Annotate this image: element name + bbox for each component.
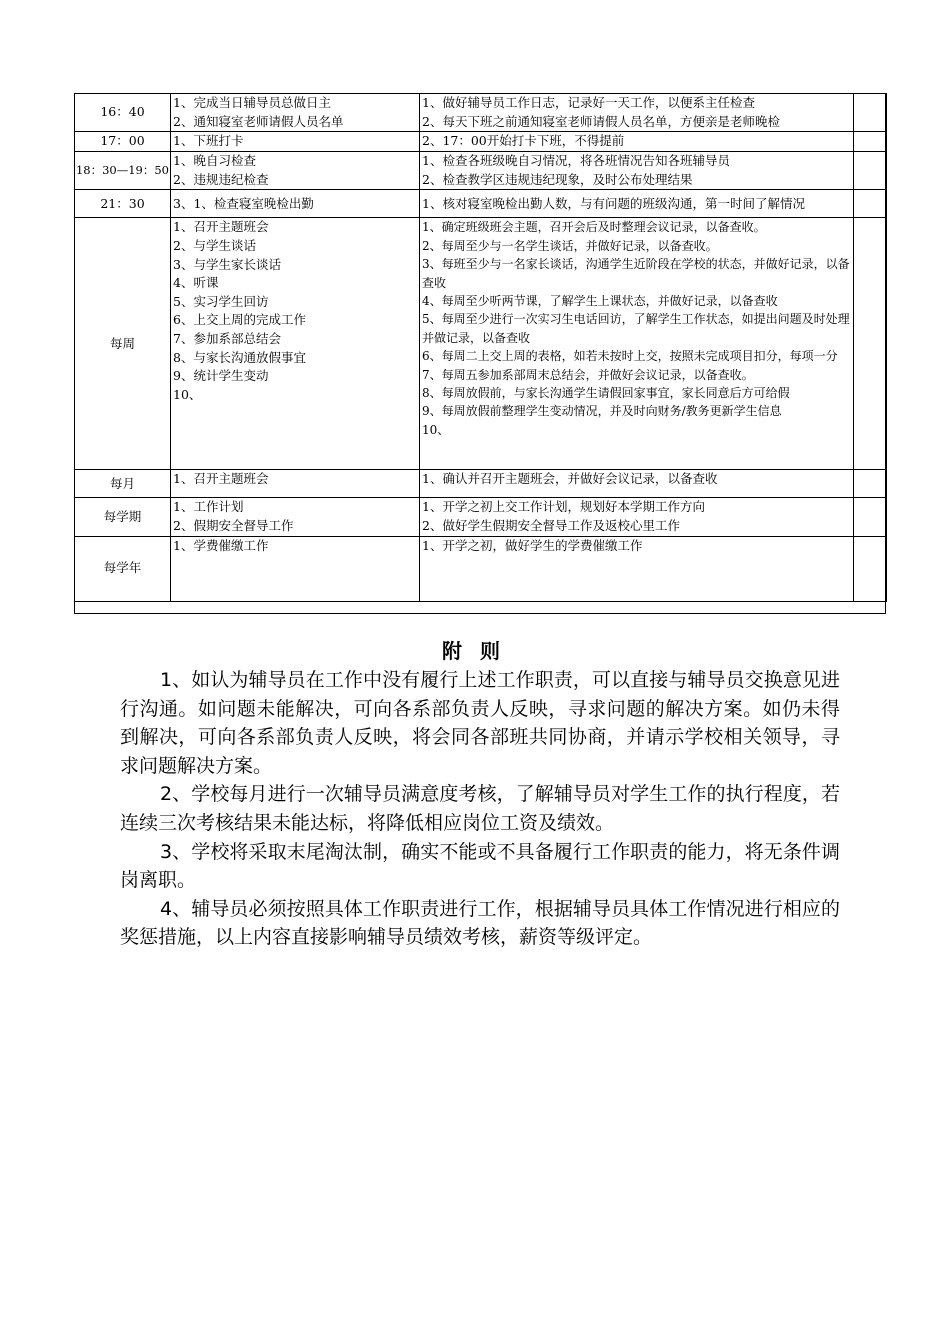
table-row <box>75 190 887 218</box>
detail-item: 7、每周五参加系部周末总结会，并做好会议记录，以备查收。 <box>422 367 754 382</box>
blank-cell <box>854 152 887 190</box>
detail-item: 1、核对寝室晚检出勤人数，与有问题的班级沟通，第一时间了解情况 <box>422 195 805 211</box>
detail-cell <box>420 94 854 132</box>
task-cell <box>171 190 420 218</box>
task-cell <box>171 152 420 190</box>
detail-item: 3、每班至少与一名家长谈话，沟通学生近阶段在学校的状态，并做好记录，以备查收 <box>422 257 850 290</box>
time-cell: 16：40 <box>75 94 171 132</box>
task-item: 2、与学生谈话 <box>173 237 256 253</box>
table-row <box>75 218 887 470</box>
time-cell: 每学期 <box>75 498 171 536</box>
task-cell <box>171 94 420 132</box>
detail-item: 2、做好学生假期安全督导工作及返校心里工作 <box>422 517 680 533</box>
detail-item: 1、检查各班级晚自习情况，将各班情况告知各班辅导员 <box>422 153 730 169</box>
task-item: 1、晚自习检查 <box>173 153 256 169</box>
blank-cell <box>854 536 887 601</box>
table-row <box>75 132 887 152</box>
task-item: 1、学费催缴工作 <box>173 537 269 553</box>
detail-cell <box>420 152 854 190</box>
detail-item: 8、每周放假前，与家长沟通学生请假回家事宜，家长同意后方可给假 <box>422 386 790 401</box>
table-row <box>75 152 887 190</box>
time-cell: 每周 <box>75 218 171 470</box>
detail-cell <box>420 470 854 498</box>
detail-cell <box>420 536 854 601</box>
time-cell: 每学年 <box>75 536 171 601</box>
task-cell <box>171 218 420 470</box>
blank-cell <box>854 190 887 218</box>
blank-cell <box>854 498 887 536</box>
task-item: 2、假期安全督导工作 <box>173 517 294 533</box>
time-cell: 17：00 <box>75 132 171 152</box>
appendix-title: 附则 <box>442 639 518 663</box>
detail-item: 2、每周至少与一名学生谈话，并做好记录，以备查收。 <box>422 238 718 253</box>
detail-cell <box>420 218 854 470</box>
detail-item: 4、每周至少听两节课，了解学生上课状态，并做好记录，以备查收 <box>422 294 778 308</box>
detail-item: 1、开学之初上交工作计划，规划好本学期工作方向 <box>422 499 705 515</box>
time-cell: 21：30 <box>75 190 171 218</box>
task-item: 1、召开主题班会 <box>173 471 269 487</box>
detail-item: 9、每周放假前整理学生变动情况，并及时向财务/教务更新学生信息 <box>422 404 782 419</box>
table-row <box>75 470 887 498</box>
task-item: 9、统计学生变动 <box>173 368 269 384</box>
detail-cell <box>420 132 854 152</box>
table-row <box>75 536 887 601</box>
task-cell <box>171 536 420 601</box>
appendix-paragraph: 2、学校每月进行一次辅导员满意度考核，了解辅导员对学生工作的执行程度，若连续三次考核结果未能达标，将降低相应岗位工资及绩效。 <box>120 783 840 834</box>
task-item: 1、下班打卡 <box>173 133 244 149</box>
task-cell <box>171 470 420 498</box>
task-item: 7、参加系部总结会 <box>173 330 281 346</box>
task-item: 2、违规违纪检查 <box>173 171 269 187</box>
blank-cell <box>854 470 887 498</box>
detail-item: 1、开学之初，做好学生的学费催缴工作 <box>422 537 643 553</box>
detail-item: 1、确定班级班会主题，召开会后及时整理会议记录，以备查收。 <box>422 220 766 235</box>
duty-schedule-table <box>74 93 887 602</box>
blank-cell <box>854 132 887 152</box>
task-item: 2、通知寝室老师请假人员名单 <box>173 113 344 129</box>
blank-cell <box>854 94 887 132</box>
blank-cell <box>854 218 887 470</box>
task-cell <box>171 132 420 152</box>
detail-cell <box>420 498 854 536</box>
task-item: 1、工作计划 <box>173 499 244 515</box>
detail-item: 2、每天下班之前通知寝室老师请假人员名单，方便亲是老师晚检 <box>422 113 780 129</box>
detail-item: 1、确认并召开主题班会，并做好会议记录，以备查收 <box>422 471 718 487</box>
table-row <box>75 498 887 536</box>
task-item: 1、召开主题班会 <box>173 219 269 235</box>
task-item: 10、 <box>173 386 202 402</box>
task-item: 4、听课 <box>173 275 219 291</box>
detail-item: 1、做好辅导员工作日志，记录好一天工作，以便系主任检查 <box>422 95 755 110</box>
table-row <box>75 94 887 132</box>
appendix-paragraph: 4、辅导员必须按照具体工作职责进行工作，根据辅导员具体工作情况进行相应的奖惩措施，以上内容直接影响辅导员绩效考核，薪资等级评定。 <box>120 897 840 949</box>
task-item: 3、与学生家长谈话 <box>173 256 281 272</box>
detail-item: 6、每周二上交上周的表格，如若未按时上交，按照未完成项目扣分，每项一分 <box>422 349 838 364</box>
appendix-section <box>120 636 840 952</box>
appendix-paragraph: 3、学校将采取末尾淘汰制，确实不能或不具备履行工作职责的能力，将无条件调岗离职。 <box>120 840 840 892</box>
task-cell <box>171 498 420 536</box>
task-item: 5、实习学生回访 <box>173 293 269 309</box>
detail-cell <box>420 190 854 218</box>
task-item: 1、完成当日辅导员总做日主 <box>173 95 331 110</box>
time-cell: 18：30—19：50 <box>75 152 171 190</box>
task-item: 6、上交上周的完成工作 <box>173 312 306 328</box>
task-item: 8、与家长沟通放假事宜 <box>173 349 306 365</box>
appendix-paragraph: 1、如认为辅导员在工作中没有履行上述工作职责，可以直接与辅导员交换意见进行沟通。如问题未能解决，可向各系部负责人反映，寻求问题的解决方案。如仍未得到解决，可向各系部负责人反映，将会同各部班共同协商，并请示学校相关领导，寻求问题解决方案。 <box>120 669 840 777</box>
detail-item: 2、检查教学区违规违纪现象，及时公布处理结果 <box>422 171 693 187</box>
time-cell: 每月 <box>75 470 171 498</box>
detail-item: 10、 <box>422 422 450 437</box>
detail-item: 5、每周至少进行一次实习生电话回访，了解学生工作状态，如提出问题及时处理并做记录，以备查收 <box>422 312 850 345</box>
detail-item: 2、17：00开始打卡下班，不得提前 <box>422 133 625 149</box>
task-item: 3、1、检查寝室晚检出勤 <box>173 195 314 211</box>
